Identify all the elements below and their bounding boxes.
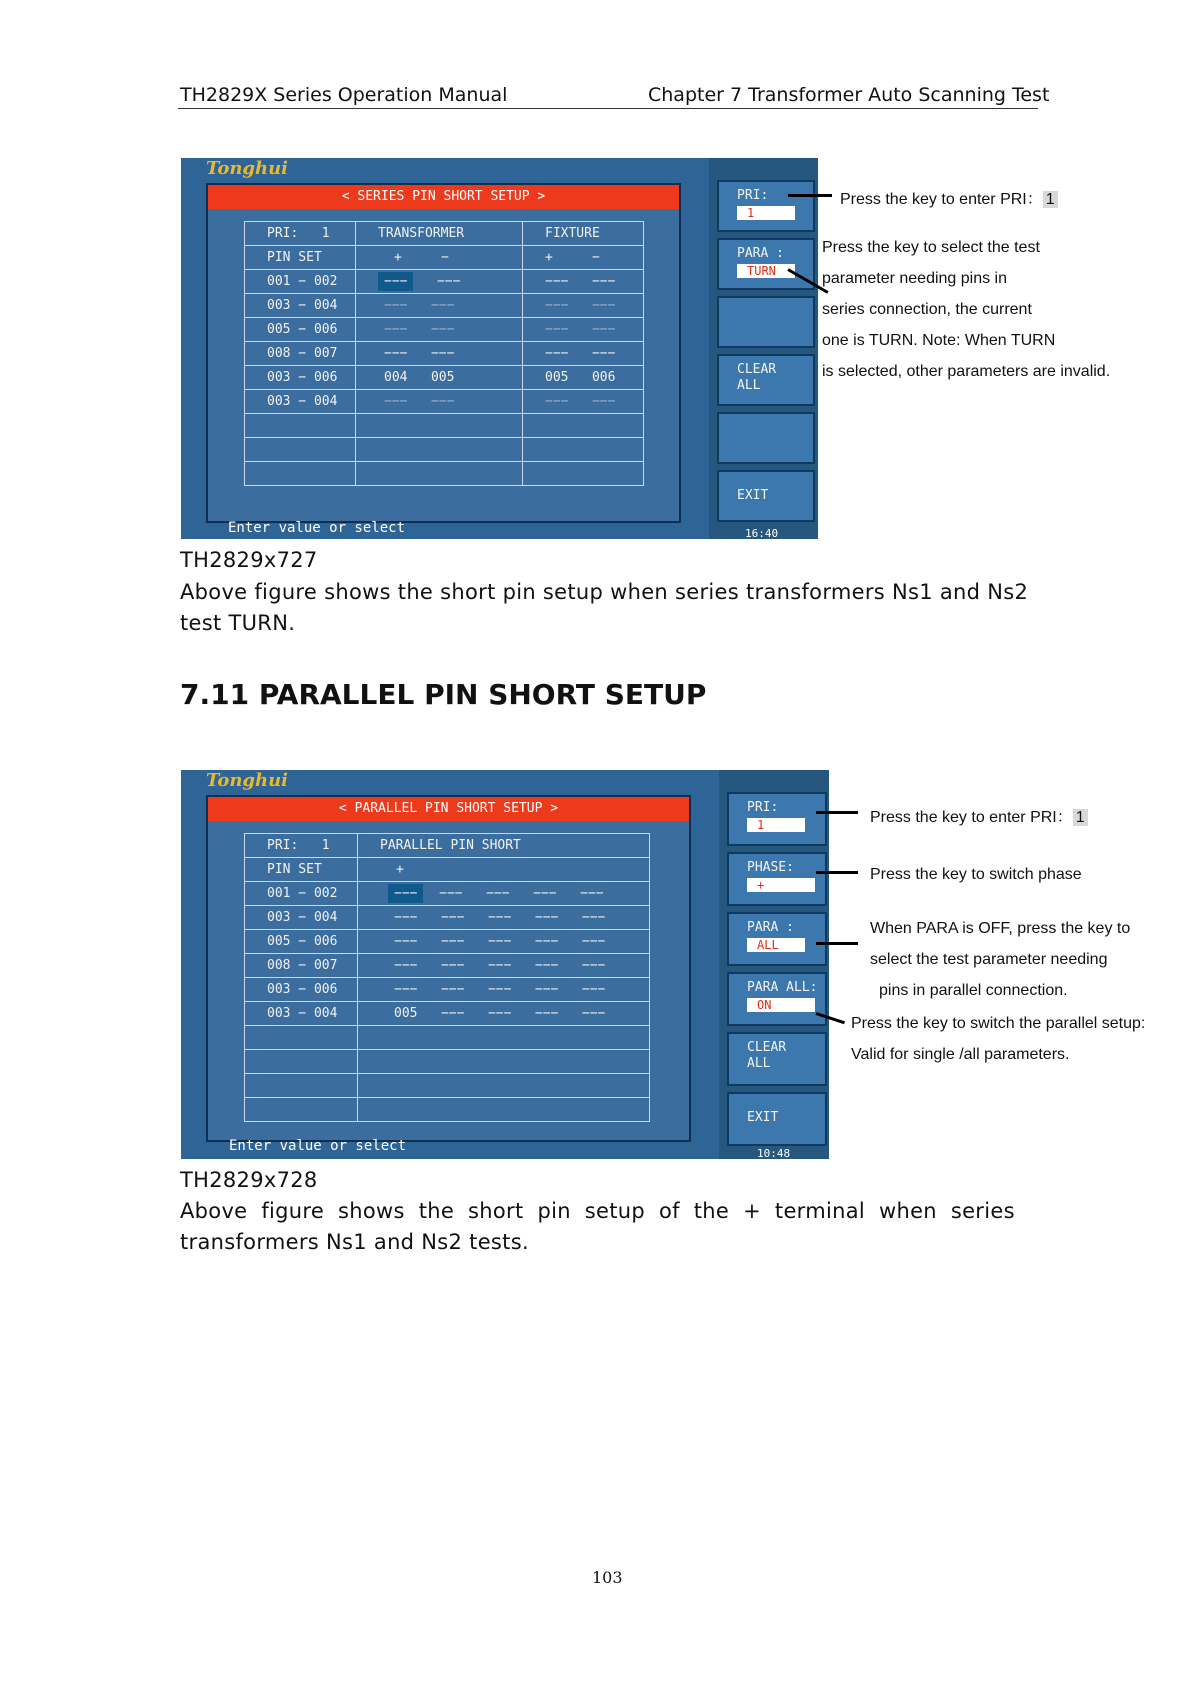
value-cell[interactable]: −−− [545, 394, 569, 409]
softkey-panel [709, 158, 818, 539]
value-cell[interactable]: −−− [487, 934, 512, 949]
value-cell[interactable]: −−− [581, 958, 606, 973]
paragraph: Above figure shows the short pin setup of the + terminal when series [180, 1199, 1015, 1223]
value-cell[interactable]: −−− [545, 274, 569, 289]
value-cell[interactable]: −−− [430, 346, 455, 361]
value-cell[interactable]: −−− [487, 1006, 512, 1021]
pinset-label: PIN SET [245, 246, 356, 270]
value-cell[interactable]: −−− [440, 982, 465, 997]
pin-pair: 003 − 004 [245, 390, 356, 414]
empty-softkey[interactable] [717, 296, 815, 348]
value-cell[interactable]: −−− [591, 394, 616, 409]
value-cell[interactable]: 006 [591, 370, 616, 385]
main-panel [206, 183, 681, 523]
value-cell[interactable]: −−− [384, 298, 408, 313]
pin-pair: 003 − 006 [245, 366, 356, 390]
table-row[interactable] [245, 390, 644, 414]
paragraph: Above figure shows the short pin setup when series transformers Ns1 and Ns2 [180, 580, 1029, 604]
arrow-icon [816, 871, 858, 874]
table-row[interactable] [245, 366, 644, 390]
arrow-icon [816, 811, 858, 814]
value-cell[interactable]: −−− [486, 886, 510, 901]
status-line: Enter value or select [228, 520, 406, 536]
value-cell[interactable]: −−− [384, 322, 408, 337]
pri-cell: PRI: 1 [245, 834, 358, 858]
tonghui-logo: Tonghui [206, 158, 289, 179]
pin-pair: 005 − 006 [245, 318, 356, 342]
section-heading: 7.11 PARALLEL PIN SHORT SETUP [180, 678, 707, 711]
value-cell[interactable]: −−− [545, 346, 569, 361]
value-cell[interactable]: −−− [534, 958, 559, 973]
table-row[interactable] [245, 294, 644, 318]
parallel-polarity: + [358, 858, 650, 882]
pri-softkey[interactable]: PRI: 1 [717, 180, 815, 232]
para-softkey[interactable]: PARA : ALL [727, 912, 827, 966]
value-cell[interactable]: −−− [487, 958, 512, 973]
pin-pair: 005 − 006 [245, 930, 358, 954]
value-cell[interactable]: −−− [394, 934, 418, 949]
pri-cell: PRI: 1 [245, 222, 356, 246]
page-number: 103 [592, 1568, 623, 1587]
value-cell[interactable]: 005 [545, 370, 569, 385]
pin-pair: 003 − 004 [245, 294, 356, 318]
series-pin-table [244, 221, 644, 486]
arrow-icon [816, 942, 858, 945]
value-cell[interactable]: −−− [580, 886, 604, 901]
selected-cell[interactable]: −−− [388, 884, 423, 903]
para-all-softkey[interactable]: PARA ALL: ON [727, 972, 827, 1026]
softkey-panel [719, 770, 829, 1159]
value-cell[interactable]: −−− [591, 274, 616, 289]
value-cell[interactable]: −−− [534, 982, 559, 997]
pinset-label: PIN SET [245, 858, 358, 882]
pin-pair: 001 − 002 [245, 270, 356, 294]
arrow-icon [788, 194, 832, 197]
fixture-polarity: + − [523, 246, 644, 270]
pin-pair: 001 − 002 [245, 882, 358, 906]
value-cell[interactable]: −−− [581, 934, 606, 949]
pin-pair: 003 − 004 [245, 1002, 358, 1026]
tonghui-logo: Tonghui [206, 770, 289, 791]
table-row [245, 1050, 650, 1074]
value-cell[interactable]: −−− [394, 958, 418, 973]
screen-title: < SERIES PIN SHORT SETUP > [208, 185, 679, 209]
clear-all-softkey[interactable]: CLEAR ALL [717, 354, 815, 406]
transformer-polarity: + − [356, 246, 523, 270]
col-transformer: TRANSFORMER [356, 222, 523, 246]
value-cell[interactable]: −−− [384, 394, 408, 409]
clock: 10:48 [757, 1147, 791, 1159]
para-annotation: Press the key to select the test parameter needing pins in series connection, the current one is TURN. Note: When TURN is selected, other parameters are invalid. [822, 239, 1111, 380]
table-row [245, 1074, 650, 1098]
exit-softkey[interactable]: EXIT [717, 470, 815, 522]
para-annotation: When PARA is OFF, press the key to select the test parameter needing pins in parallel connection. [870, 920, 1131, 999]
value-cell[interactable]: −−− [430, 298, 455, 313]
pri-softkey[interactable]: PRI: 1 [727, 792, 827, 846]
value-cell[interactable]: −−− [430, 394, 455, 409]
header-rule [178, 108, 1038, 109]
header-right: Chapter 7 Transformer Auto Scanning Test [648, 84, 1050, 106]
empty-softkey[interactable] [717, 412, 815, 464]
value-cell[interactable]: 005 [430, 370, 455, 385]
value-cell[interactable]: −−− [534, 1006, 559, 1021]
status-line: Enter value or select [229, 1138, 407, 1154]
table-row[interactable] [245, 930, 650, 954]
pin-pair: 003 − 006 [245, 978, 358, 1002]
phase-softkey[interactable]: PHASE: + [727, 852, 827, 906]
header-left: TH2829X Series Operation Manual [180, 84, 508, 106]
phase-annotation: Press the key to switch phase [870, 866, 1082, 883]
value-cell[interactable]: 005 [394, 1006, 418, 1021]
table-row[interactable] [245, 978, 650, 1002]
paragraph: test TURN. [180, 611, 296, 635]
table-row[interactable] [245, 342, 644, 366]
value-cell[interactable]: −−− [591, 346, 616, 361]
col-fixture: FIXTURE [523, 222, 644, 246]
table-row[interactable] [245, 882, 650, 906]
value-cell[interactable]: −−− [534, 934, 559, 949]
pri-annotation: Press the key to enter PRI： 1 [870, 804, 1088, 827]
parallel-setup-screenshot [181, 770, 829, 1159]
table-row[interactable] [245, 954, 650, 978]
value-cell[interactable]: −−− [384, 346, 408, 361]
series-setup-screenshot [181, 158, 818, 539]
col-parallel: PARALLEL PIN SHORT [358, 834, 650, 858]
table-row[interactable] [245, 270, 644, 294]
figure-caption: TH2829x728 [180, 1168, 318, 1192]
value-cell[interactable]: −−− [581, 910, 606, 925]
pri-annotation: Press the key to enter PRI： 1 [840, 186, 1058, 209]
exit-softkey[interactable]: EXIT [727, 1092, 827, 1146]
main-panel [206, 795, 691, 1142]
table-row[interactable] [245, 318, 644, 342]
parallel-pin-table [244, 833, 650, 1122]
screen-title: < PARALLEL PIN SHORT SETUP > [208, 797, 689, 821]
value-cell[interactable]: −−− [581, 982, 606, 997]
value-cell[interactable]: −−− [430, 322, 455, 337]
value-cell[interactable]: −−− [591, 322, 616, 337]
value-cell[interactable]: −−− [439, 886, 463, 901]
selected-cell[interactable]: −−− [378, 272, 413, 291]
value-cell[interactable]: −−− [545, 298, 569, 313]
value-cell[interactable]: −−− [591, 298, 616, 313]
value-cell[interactable]: −−− [533, 886, 557, 901]
para-all-annotation: Press the key to switch the parallel setup: Valid for single /all parameters. [851, 1015, 1146, 1063]
value-cell[interactable]: −−− [440, 958, 465, 973]
value-cell[interactable]: 004 [384, 370, 408, 385]
pin-pair: 003 − 004 [245, 906, 358, 930]
para-softkey[interactable]: PARA : TURN [717, 238, 815, 290]
value-cell[interactable]: −−− [440, 1006, 465, 1021]
paragraph: transformers Ns1 and Ns2 tests. [180, 1230, 529, 1254]
table-row [245, 1098, 650, 1122]
pin-pair: 008 − 007 [245, 954, 358, 978]
value-cell[interactable]: −−− [487, 982, 512, 997]
value-cell[interactable]: −−− [545, 322, 569, 337]
figure-caption: TH2829x727 [180, 548, 318, 572]
table-row [245, 1026, 650, 1050]
value-cell[interactable]: −−− [440, 934, 465, 949]
value-cell[interactable]: −−− [487, 910, 512, 925]
table-row [245, 438, 644, 462]
table-row[interactable] [245, 906, 650, 930]
pin-pair: 008 − 007 [245, 342, 356, 366]
value-cell[interactable]: −−− [534, 910, 559, 925]
value-cell[interactable]: −−− [581, 1006, 606, 1021]
table-row [245, 414, 644, 438]
clock: 16:40 [745, 527, 779, 539]
table-row[interactable] [245, 1002, 650, 1026]
value-cell[interactable]: −−− [394, 910, 418, 925]
table-row [245, 462, 644, 486]
value-cell[interactable]: −−− [394, 982, 418, 997]
value-cell[interactable]: −−− [440, 910, 465, 925]
value-cell[interactable]: −−− [436, 274, 461, 289]
clear-all-softkey[interactable]: CLEAR ALL [727, 1032, 827, 1086]
